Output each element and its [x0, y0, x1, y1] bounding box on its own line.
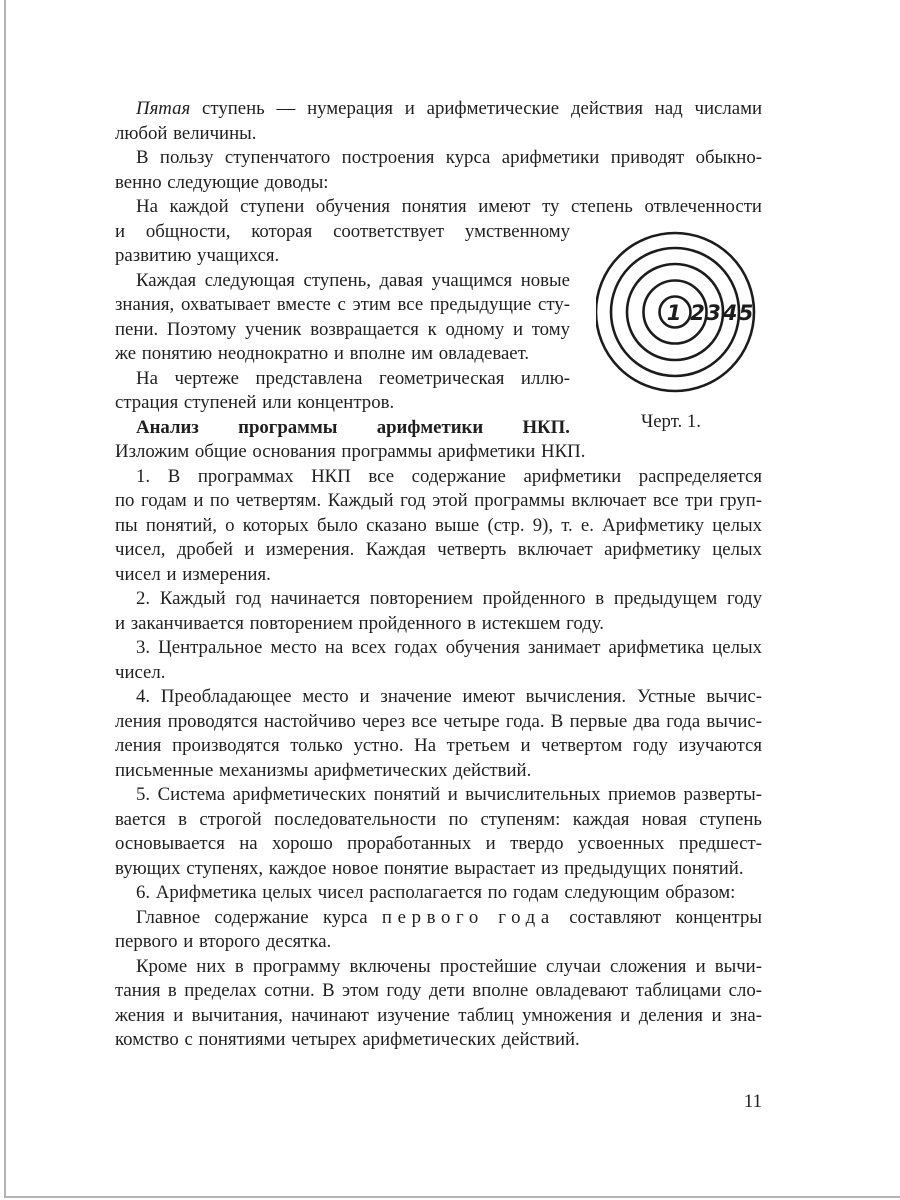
line-p14b: тания в пределах сотни. В этом году дети вполне овладевают таблицами сло-	[115, 980, 762, 1001]
line-p3c: развитию учащихся.	[115, 245, 280, 266]
line-i3b: чисел.	[115, 661, 166, 683]
line-p4b: знания, охватывает вместе с этим все предыдущие сту-	[115, 294, 570, 315]
ring-digit-4: 4	[722, 301, 738, 325]
line-p5b: страция ступеней или концентров.	[115, 392, 395, 413]
line-i3a: 3. Центральное место на всех годах обучения занимает арифметика целых	[136, 637, 762, 658]
line-p2b: венно следующие доводы:	[115, 171, 329, 193]
line-p13a-lead: Главное содержание курса	[136, 906, 382, 928]
line-i5c: основывается на хорошо проработанных и твердо усвоенных предшест-	[115, 833, 762, 854]
line-i5a: 5. Система арифметических понятий и вычислительных приемов разверты-	[136, 784, 762, 805]
line-h2: Изложим общие основания программы арифметики НКП.	[115, 441, 586, 462]
line-i2a: 2. Каждый год начинается повторением пройденного в предыдущем году	[136, 588, 762, 609]
line-i4b: ления проводятся настойчиво через все четыре года. В первые два года вычис-	[115, 710, 762, 732]
page-edge-left	[4, 0, 6, 1197]
ring-digit-5: 5	[738, 301, 754, 325]
line-p3b: и общности, которая соответствует умственному	[115, 220, 570, 242]
line-i4a: 4. Преобладающее место и значение имеют вычисления. Устные вычис-	[136, 686, 762, 707]
line-i5d: вующих ступенях, каждое новое понятие вырастает из предыдущих понятий.	[115, 857, 744, 879]
line-i1e: чисел и измерения.	[115, 563, 271, 585]
line-p14a: Кроме них в программу включены простейшие случаи сложения и вычи-	[136, 955, 762, 977]
page-edge-bottom	[4, 1196, 900, 1198]
line-p1a-rest: ступень — нумерация и арифметические действия над числами	[190, 98, 762, 119]
line-p1b: любой величины.	[115, 122, 257, 144]
line-p13a-tail: составляют концентры	[554, 906, 762, 928]
line-p5a: На чертеже представлена геометрическая иллю-	[136, 367, 570, 389]
line-i1b: по годам и по четвертям. Каждый год этой программы включает все три груп-	[115, 490, 762, 511]
line-p14c: жения и вычитания, начинают изучение таблиц умножения и деления и зна-	[115, 1004, 762, 1026]
line-i4d: письменные механизмы арифметических действий.	[115, 759, 532, 781]
line-p3a: На каждой ступени обучения понятия имеют ту степень отвлеченности	[136, 196, 762, 217]
spaced-word-pervogo: первого	[381, 906, 484, 928]
line-i6: 6. Арифметика целых чисел располагается по годам следующим образом:	[136, 882, 736, 903]
section-heading: Анализ программы арифметики НКП.	[136, 416, 570, 438]
figure-caption: Черт. 1.	[641, 411, 701, 432]
line-p1a	[115, 97, 762, 122]
concentric-circles-diagram	[596, 227, 768, 399]
line-p13a	[115, 906, 762, 931]
spaced-word-goda: года	[498, 906, 555, 928]
line-p14d: комство с понятиями четырех арифметических действий.	[115, 1029, 580, 1050]
line-i1d: чисел, дробей и измерения. Каждая четверть включает арифметику целых	[115, 539, 762, 560]
italic-lead-word: Пятая	[136, 98, 191, 119]
line-p13b: первого и второго десятка.	[115, 931, 332, 952]
ring-digit-3: 3	[706, 301, 721, 325]
concentric-circles-figure	[596, 227, 768, 433]
line-p4a: Каждая следующая ступень, давая учащимся новые	[136, 269, 570, 291]
line-i1a: 1. В программах НКП все содержание арифметики распределяется	[136, 465, 762, 487]
line-i2b: и заканчивается повторением пройденного в истекшем году.	[115, 612, 604, 634]
ring-digit-2: 2	[690, 301, 705, 325]
line-p4d: же понятию неоднократно и вполне им овладевает.	[115, 343, 530, 364]
ring-digit-1: 1	[666, 301, 682, 325]
line-i1c: пы понятий, о которых было сказано выше (стр. 9), т. е. Арифметику целых	[115, 514, 762, 536]
line-i4c: ления производятся только устно. На третьем и четвертом году изучаются	[115, 735, 762, 756]
line-i5b: вается в строгой последовательности по ступеням: каждая новая ступень	[115, 808, 762, 830]
page-number: 11	[743, 1091, 762, 1112]
line-p2a: В пользу ступенчатого построения курса арифметики приводят обыкно-	[136, 147, 762, 168]
line-p4c: пени. Поэтому ученик возвращается к одному и тому	[115, 318, 570, 340]
